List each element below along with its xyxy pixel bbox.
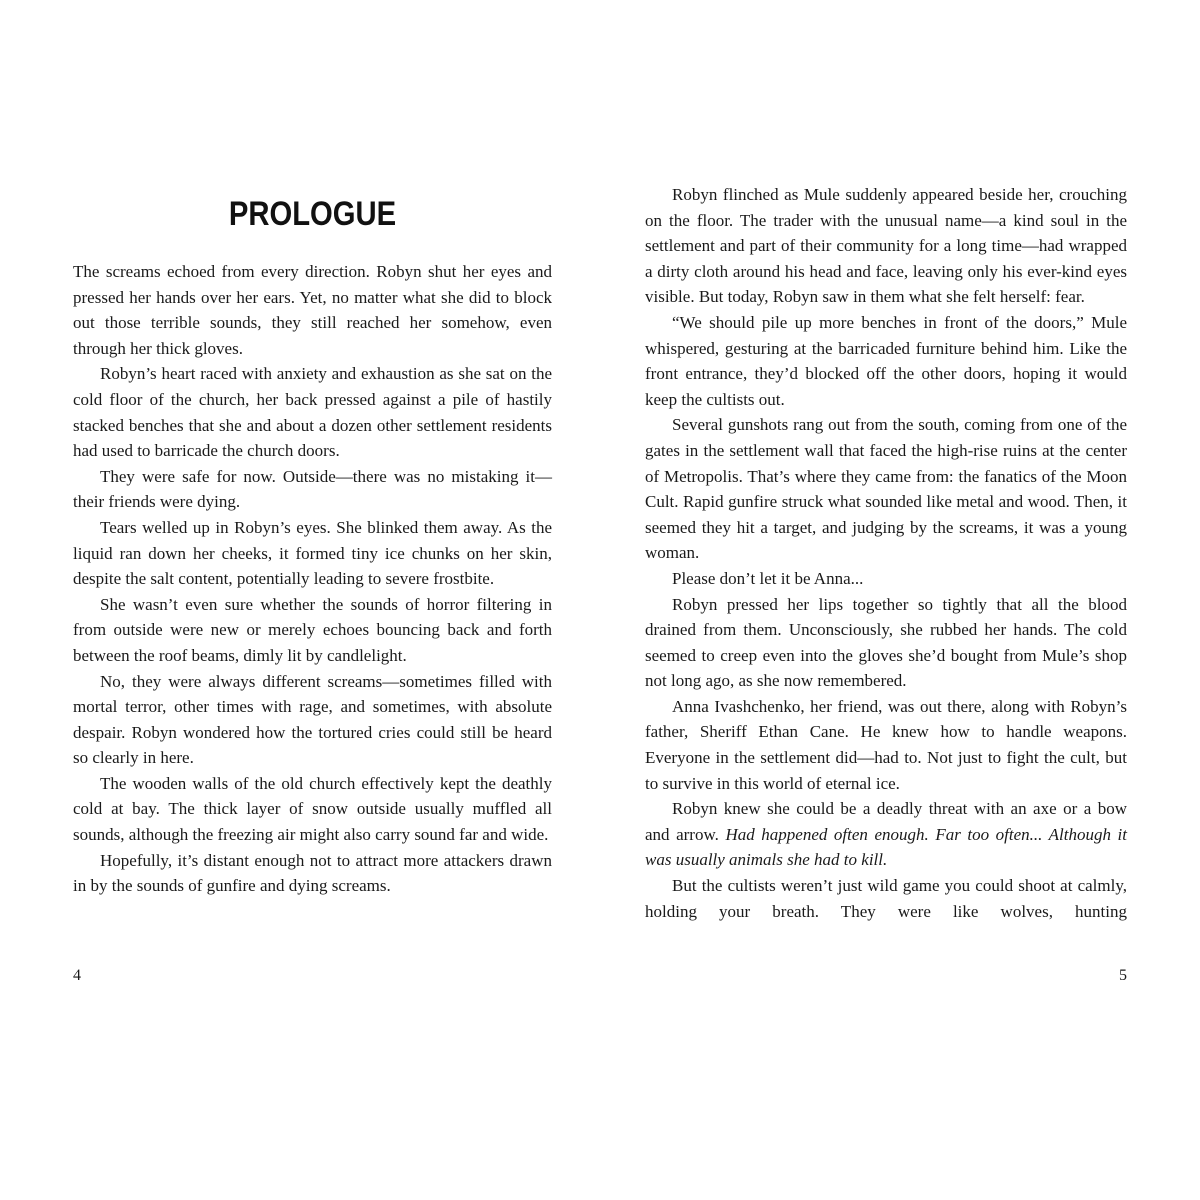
- page-number-right: 5: [1119, 967, 1127, 984]
- paragraph: Anna Ivashchenko, her friend, was out there, along with Robyn’s father, Sheriff Ethan Cane. He knew how to handle weapons. Everyone in the settlement did—had to. Not just to fight the cult, but to survive in this world of eternal ice.: [645, 696, 1127, 793]
- paragraph: Tears welled up in Robyn’s eyes. She blinked them away. As the liquid ran down her cheeks, it formed tiny ice chunks on her skin, despite the salt content, potentially leading to severe frostbite.: [73, 517, 552, 589]
- right-page: [645, 0, 1127, 1200]
- paragraph: No, they were always different screams—sometimes filled with mortal terror, other times with rage, and sometimes, with absolute despair. Robyn wondered how the tortured cries could still be heard so clearly in here.: [73, 671, 552, 768]
- left-page-body: [73, 259, 552, 899]
- paragraph-continued: But the cultists weren’t just wild game you could shoot at calmly, holding your breath. They were like wolves, hunting: [645, 876, 1127, 921]
- paragraph: The wooden walls of the old church effectively kept the deathly cold at bay. The thick layer of snow outside usually muffled all sounds, although the freezing air might also carry sound far and wide.: [73, 773, 552, 845]
- italic-thought: Had happened often enough. Far too often... Although it was usually animals she had to kill.: [645, 824, 1127, 870]
- paragraph-text: Robyn knew she could be a deadly threat with an axe or a bow and arrow.: [645, 799, 1127, 844]
- paragraph: Robyn pressed her lips together so tightly that all the blood drained from them. Unconsciously, she rubbed her hands. The cold seemed to creep even into the gloves she’d bought from Mule’s shop not long ago, as she now remembered.: [645, 594, 1127, 691]
- paragraph: Hopefully, it’s distant enough not to attract more attackers drawn in by the sounds of gunfire and dying screams.: [73, 850, 552, 896]
- paragraph: She wasn’t even sure whether the sounds of horror filtering in from outside were new or merely echoes bouncing back and forth between the roof beams, dimly lit by candlelight.: [73, 594, 552, 665]
- paragraph: Several gunshots rang out from the south, coming from one of the gates in the settlement wall that faced the high-rise ruins at the center of Metropolis. That’s where they came from: the fanatics of the Moon Cult. Rapid gunfire struck what sounded like metal and wood. Then, it seemed they hit a target, and judging by the screams, it was a young woman.: [645, 415, 1127, 563]
- chapter-title: PROLOGUE: [228, 195, 397, 233]
- paragraph: Robyn’s heart raced with anxiety and exhaustion as she sat on the cold floor of the church, her back pressed against a pile of hastily stacked benches that she and about a dozen other settlement residents had used to barricade the church doors.: [73, 364, 552, 461]
- right-page-body: [645, 182, 1127, 924]
- paragraph: They were safe for now. Outside—there was no mistaking it—their friends were dying.: [73, 466, 552, 512]
- page-number-left: 4: [73, 967, 81, 984]
- paragraph: The screams echoed from every direction. Robyn shut her eyes and pressed her hands over her ears. Yet, no matter what she did to block out those terrible sounds, they still reached her somehow, even through her thick gloves.: [73, 262, 552, 358]
- paragraph: [645, 796, 1127, 873]
- paragraph: Robyn flinched as Mule suddenly appeared beside her, crouching on the floor. The trader with the unusual name—a kind soul in the settlement and part of their community for a long time—had wrapped a dirty cloth around his head and face, leaving only his ever-kind eyes visible. But today, Robyn saw in them what she felt herself: fear.: [645, 185, 1127, 307]
- left-page: [73, 0, 552, 1200]
- paragraph: Please don’t let it be Anna...: [672, 568, 864, 588]
- paragraph: “We should pile up more benches in front of the doors,” Mule whispered, gesturing at the barricaded furniture behind him. Like the front entrance, they’d blocked off the other doors, hoping it would keep the cultists out.: [645, 312, 1127, 409]
